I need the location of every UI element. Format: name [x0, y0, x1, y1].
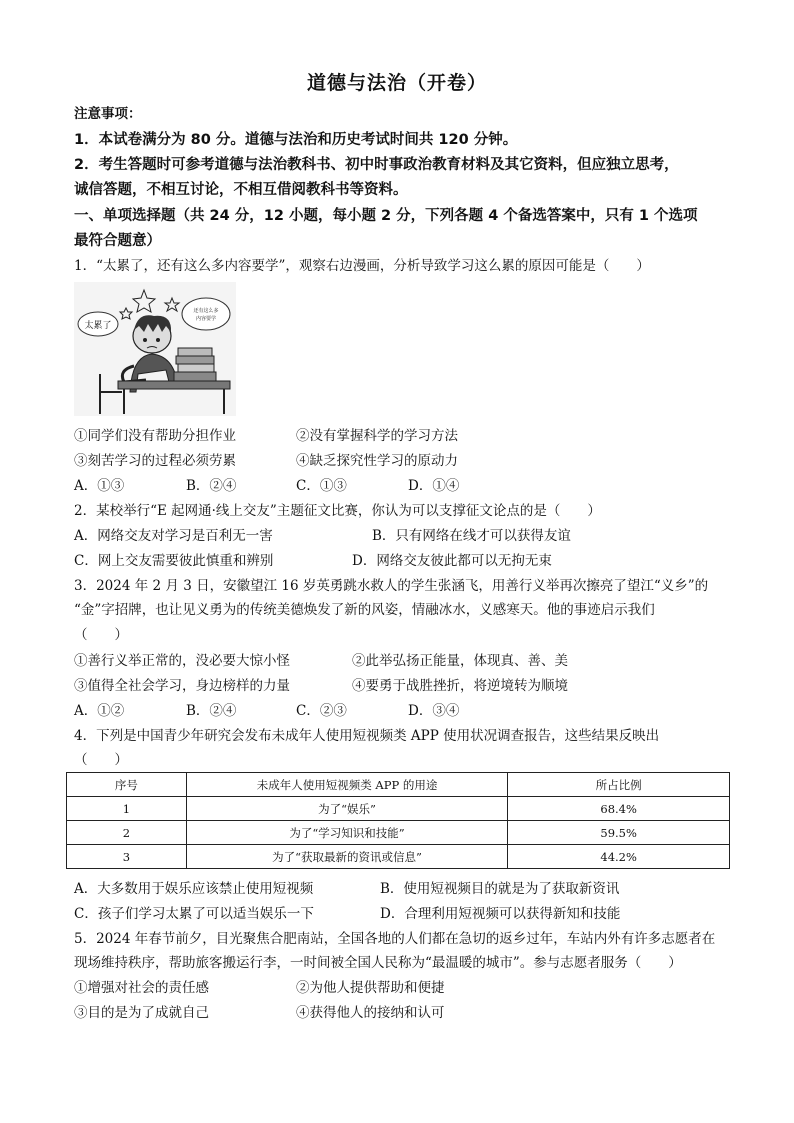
- q2-option-c: C．网上交友需要彼此慎重和辨别: [74, 553, 274, 569]
- table-row: [67, 797, 730, 821]
- q2-option-b: B．只有网络在线才可以获得友谊: [372, 528, 571, 544]
- section-1-heading-line-1: 一、单项选择题（共 24 分，12 小题，每小题 2 分，下列各题 4 个备选答案中，只有 1 个选项: [74, 208, 698, 224]
- q1-statement-4: ④缺乏探究性学习的原动力: [296, 453, 458, 469]
- cartoon-bubble-left-text: 太累了: [84, 321, 112, 331]
- q2-option-d: D．网络交友彼此都可以无拘无束: [352, 553, 552, 569]
- table-header-row: [67, 773, 730, 797]
- q1-statement-1: ①同学们没有帮助分担作业: [74, 428, 236, 444]
- q3-statement-4: ④要勇于战胜挫折，将逆境转为顺境: [352, 678, 568, 694]
- q3-option-d: D．③④: [408, 703, 460, 719]
- q5-statement-4: ④获得他人的接纳和认可: [296, 1005, 445, 1021]
- table-cell: 44.2%: [508, 845, 730, 869]
- note-2-line-1: 2．考生答题时可参考道德与法治教科书、初中时事政治教育材料及其它资料，但应独立思考，: [74, 157, 679, 173]
- q3-option-c: C．②③: [296, 703, 347, 719]
- q5-statement-2: ②为他人提供帮助和便捷: [296, 980, 445, 996]
- table-cell: 2: [67, 821, 187, 845]
- q3-option-b: B．②④: [186, 703, 237, 719]
- q4-option-c: C．孩子们学习太累了可以适当娱乐一下: [74, 906, 314, 922]
- q1-statement-3: ③刻苦学习的过程必须劳累: [74, 453, 236, 469]
- table-row: [67, 821, 730, 845]
- table-cell: 为了“学习知识和技能”: [186, 821, 507, 845]
- q1-statement-2: ②没有掌握科学的学习方法: [296, 428, 458, 444]
- q3-statement-2: ②此举弘扬正能量，体现真、善、美: [352, 653, 568, 669]
- page-title: 道德与法治（开卷）: [306, 72, 487, 94]
- q2-option-a: A．网络交友对学习是百利无一害: [74, 528, 273, 544]
- q5-stem-line-2: 现场维持秩序，帮助旅客搬运行李，一时间被全国人民称为“最温暖的城市”。参与志愿者服务（ ）: [74, 955, 682, 971]
- table-cell: 3: [67, 845, 187, 869]
- q1-option-b: B．②④: [186, 478, 237, 494]
- svg-text:还有这么多: 还有这么多: [193, 308, 219, 314]
- table-header-cell: 所占比例: [508, 773, 730, 797]
- table-cell: 59.5%: [508, 821, 730, 845]
- table-cell: 1: [67, 797, 187, 821]
- table-header-cell: 序号: [67, 773, 187, 797]
- survey-table: [66, 772, 730, 869]
- table-row: [67, 845, 730, 869]
- q4-stem-line-1: 4．下列是中国青少年研究会发布未成年人使用短视频类 APP 使用状况调查报告，这些结果反映出: [74, 728, 660, 744]
- q4-option-d: D．合理利用短视频可以获得新知和技能: [380, 906, 621, 922]
- q1-option-c: C．①③: [296, 478, 347, 494]
- q3-stem-line-3: （ ）: [74, 627, 128, 643]
- q3-statement-3: ③值得全社会学习，身边榜样的力量: [74, 678, 290, 694]
- q1-option-d: D．①④: [408, 478, 460, 494]
- q5-stem-line-1: 5．2024 年春节前夕，目光聚焦合肥南站，全国各地的人们都在急切的返乡过年，车站内外有许多志愿者在: [74, 931, 716, 947]
- notes-heading: 注意事项：: [74, 106, 142, 122]
- q1-option-a: A．①③: [74, 478, 125, 494]
- q3-stem-line-2: “金”字招牌，也让见义勇为的传统美德焕发了新的风姿，情融冰水，义感寒天。他的事迹启示我们: [74, 602, 655, 618]
- note-2-line-2: 诚信答题，不相互讨论，不相互借阅教科书等资料。: [74, 182, 408, 198]
- q3-statement-1: ①善行义举正常的，没必要大惊小怪: [74, 653, 290, 669]
- section-1-heading-line-2: 最符合题意）: [74, 233, 161, 249]
- q3-option-a: A．①②: [74, 703, 125, 719]
- q4-option-b: B．使用短视频目的就是为了获取新资讯: [380, 881, 620, 897]
- student-cartoon-illustration: [74, 282, 236, 416]
- svg-text:内容要学: 内容要学: [195, 316, 217, 322]
- q5-statement-3: ③目的是为了成就自己: [74, 1005, 209, 1021]
- table-cell: 68.4%: [508, 797, 730, 821]
- q4-stem-line-2: （ ）: [74, 752, 128, 768]
- q5-statement-1: ①增强对社会的责任感: [74, 980, 209, 996]
- table-cell: 为了“娱乐”: [186, 797, 507, 821]
- note-1: 1．本试卷满分为 80 分。道德与法治和历史考试时间共 120 分钟。: [74, 132, 518, 148]
- q2-stem: 2．某校举行“E 起网通·线上交友”主题征文比赛，你认为可以支撑征文论点的是（ ）: [74, 503, 601, 519]
- q4-option-a: A．大多数用于娱乐应该禁止使用短视频: [74, 881, 314, 897]
- q3-stem-line-1: 3．2024 年 2 月 3 日，安徽望江 16 岁英勇跳水救人的学生张涵飞，用善行义举再次擦亮了望江“义乡”的: [74, 578, 709, 594]
- table-header-cell: 未成年人使用短视频类 APP 的用途: [186, 773, 507, 797]
- table-cell: 为了“获取最新的资讯或信息”: [186, 845, 507, 869]
- q1-stem: 1．“太累了，还有这么多内容要学”，观察右边漫画，分析导致学习这么累的原因可能是（ ）: [74, 258, 650, 274]
